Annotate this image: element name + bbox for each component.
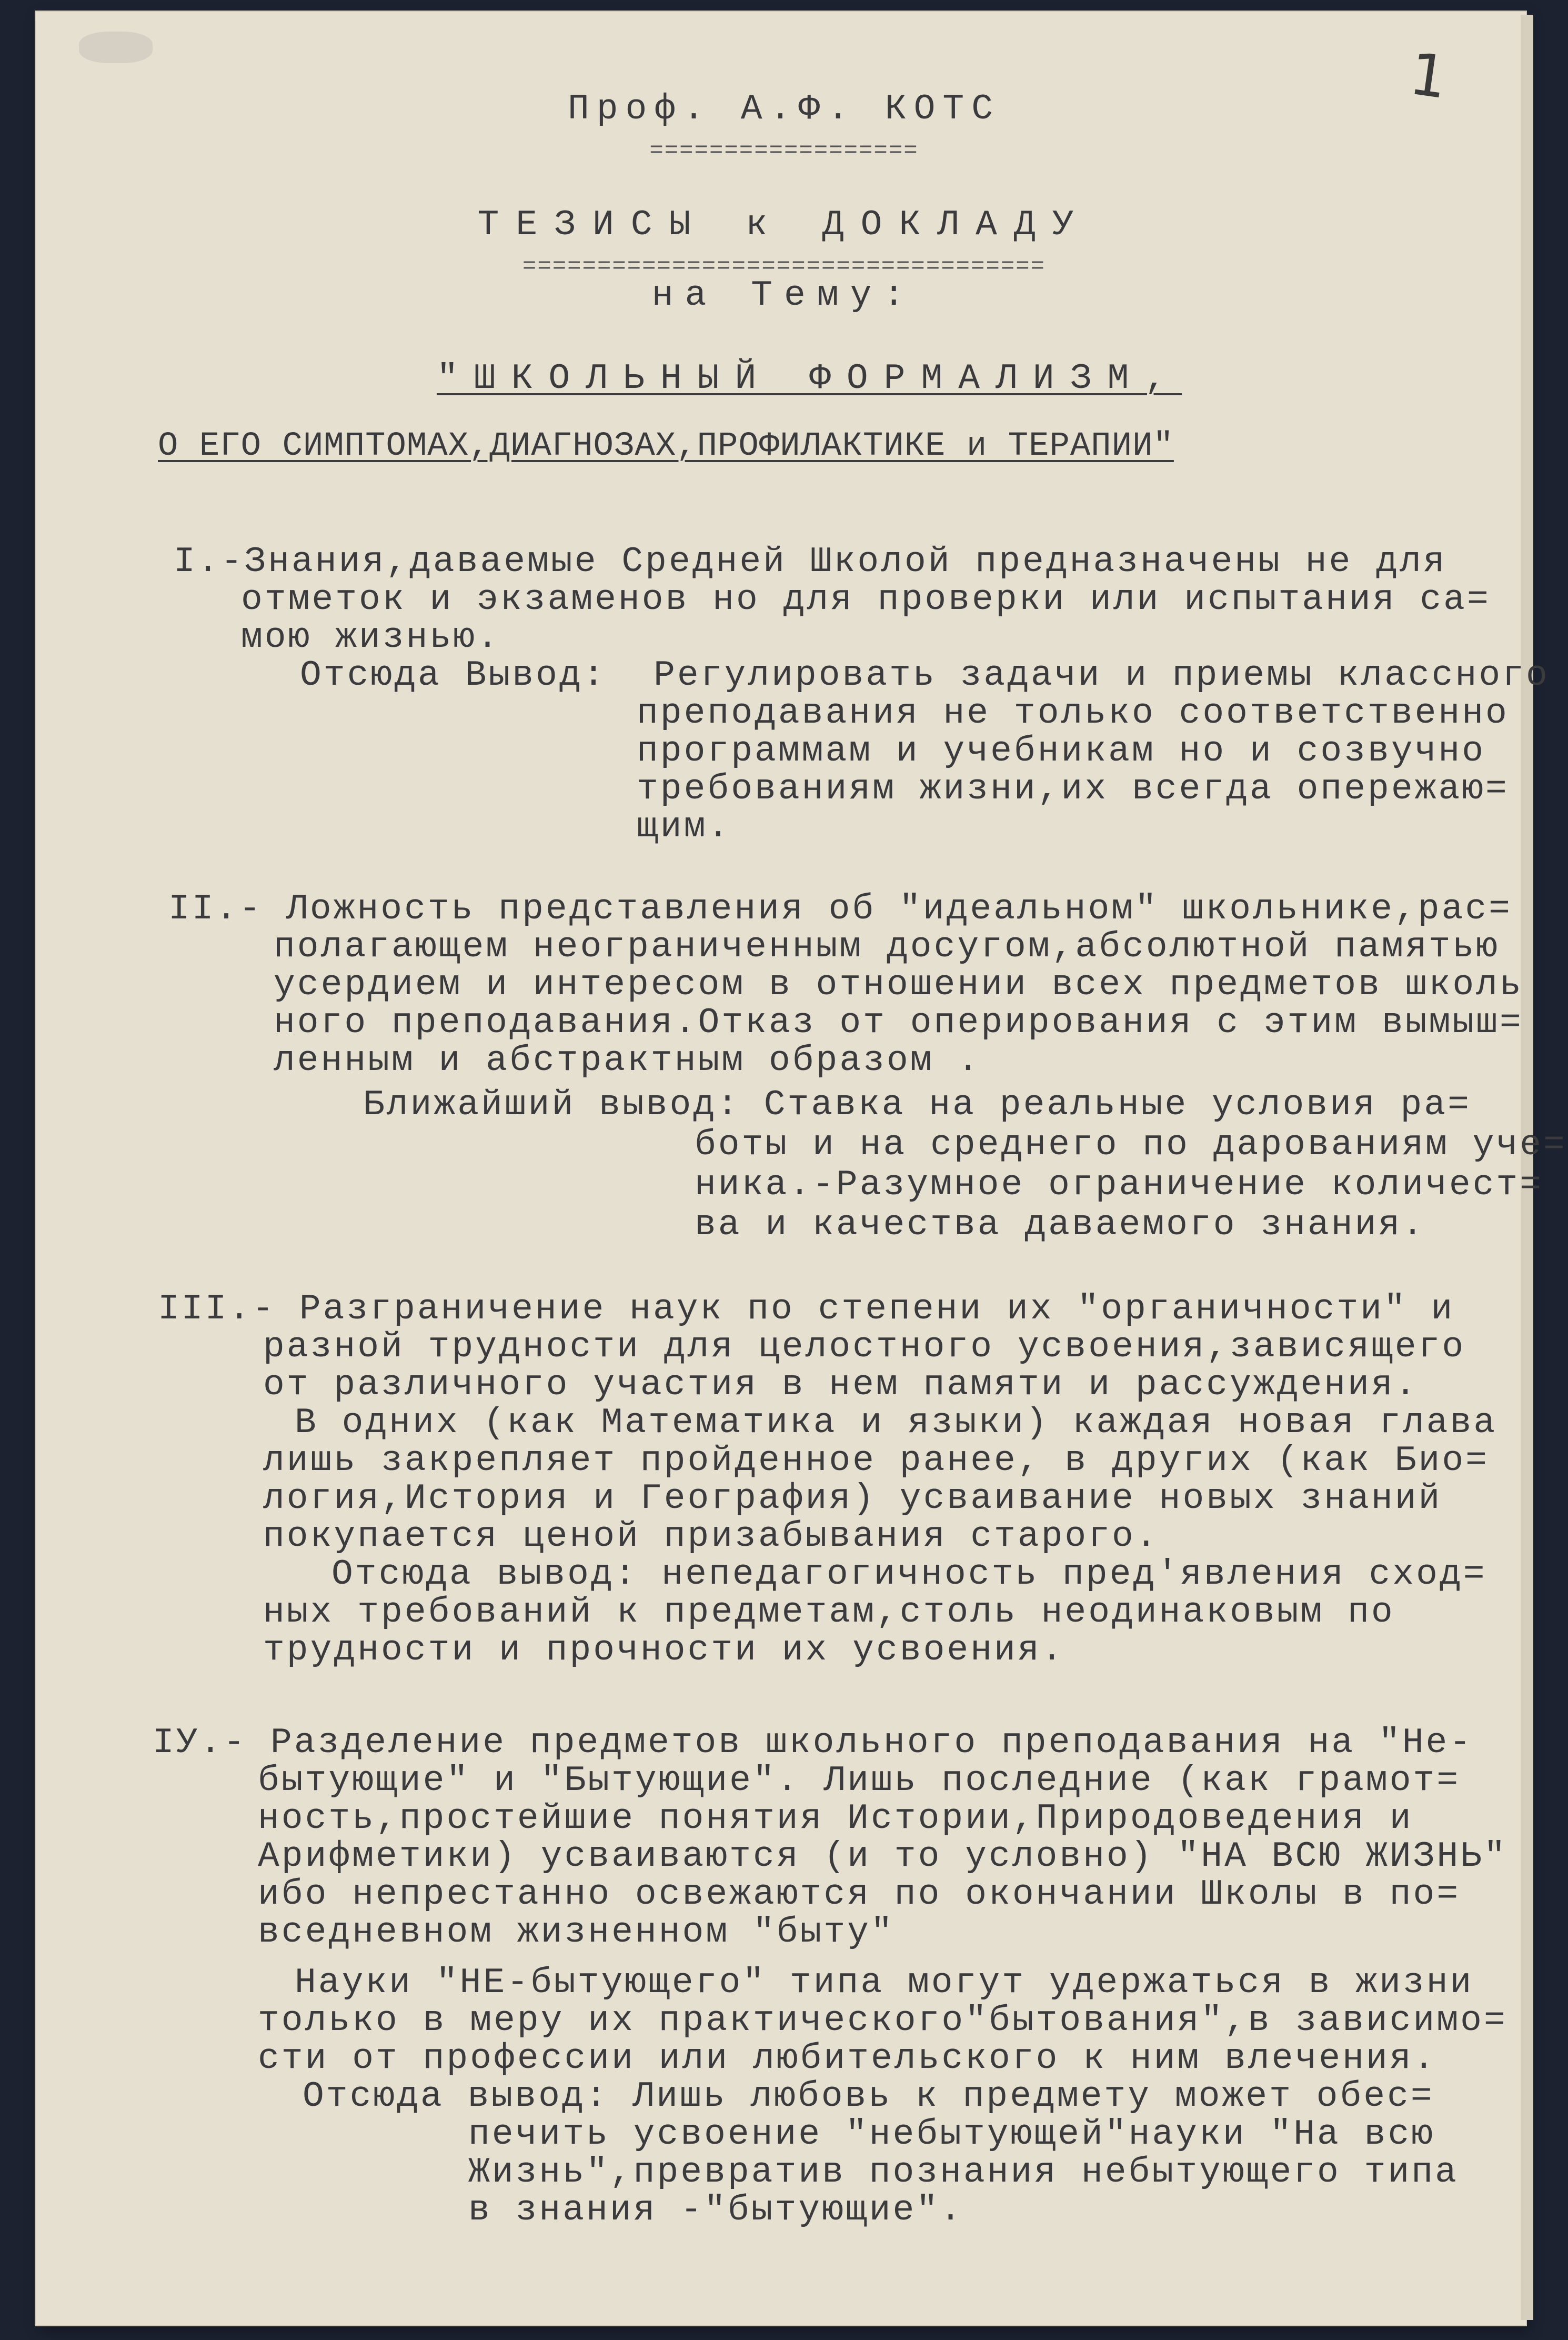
section-3-line: трудности и прочности их усвоения. xyxy=(263,1630,1065,1671)
section-4-conclusion: Отсюда вывод: Лишь любовь к предмету может обес= xyxy=(303,2076,1434,2117)
section-3-line: III.- Разграничение наук по степени их "органичности" и xyxy=(158,1289,1455,1329)
title-rule: =================================== xyxy=(522,254,1046,280)
topic-line-2: О ЕГО СИМПТОМАХ,ДИАГНОЗАХ,ПРОФИЛАКТИКЕ и ТЕРАПИИ" xyxy=(158,427,1174,465)
author-name: Проф. А.Ф. КОТС xyxy=(567,89,1001,129)
page-number: 1 xyxy=(1405,39,1452,112)
section-1-line: программам и учебникам но и созвучно xyxy=(637,731,1486,772)
section-3-line: логия,История и География) усваивание новых знаний xyxy=(263,1478,1442,1519)
section-2-line: ника.-Разумное ограничение количест= xyxy=(695,1165,1544,1205)
section-4-line: в знания -"бытующие". xyxy=(468,2190,963,2231)
section-1-line: преподавания не только соответственно xyxy=(637,693,1509,734)
on-topic: на Тему: xyxy=(651,275,917,316)
section-3-line: ных требований к предметам,столь неодинаковым по xyxy=(263,1592,1395,1633)
section-2-line: усердием и интересом в отношении всех предметов школь xyxy=(274,965,1523,1005)
section-2-line: II.- Ложность представления об "идеальном" школьнике,рас= xyxy=(168,889,1512,929)
section-3-line: покупается ценой призабывания старого. xyxy=(263,1516,1159,1557)
section-1-line: I.-Знания,даваемые Средней Школой предназначены не для xyxy=(174,542,1447,582)
topic-line-1: "ШКОЛЬНЫЙ ФОРМАЛИЗМ, xyxy=(437,358,1182,399)
author-rule: ================== xyxy=(649,138,919,164)
section-4-line: Науки "НЕ-бытующего" типа могут удержаться в жизни xyxy=(295,1963,1474,2003)
section-2-line: ва и качества даваемого знания. xyxy=(695,1205,1426,1245)
section-4-line: ибо непрестанно освежаются по окончании Школы в по= xyxy=(258,1874,1461,1915)
section-4-line: печить усвоение "небытующей"науки "На всю xyxy=(468,2114,1435,2155)
section-3-line: разной трудности для целостного усвоения,зависящего xyxy=(263,1327,1466,1367)
section-1-line: требованиям жизни,их всегда опережаю= xyxy=(637,769,1509,809)
section-3-line: лишь закрепляет пройденное ранее, в других (как Био= xyxy=(263,1441,1489,1481)
section-4-line: бытующие" и "Бытующие". Лишь последние (как грамот= xyxy=(258,1761,1461,1801)
section-4-line: Арифметики) усваиваются (и то условно) "НА ВСЮ ЖИЗНЬ" xyxy=(258,1836,1507,1877)
section-4-line: сти от профессии или любительского к ним влечения. xyxy=(258,2038,1437,2079)
section-2-line: полагающем неограниченным досугом,абсолютной памятью xyxy=(274,927,1500,967)
section-4-line: Жизнь",превратив познания небытующего типа xyxy=(468,2152,1459,2193)
section-3-conclusion: Отсюда вывод: непедагогичность пред'явления сход= xyxy=(331,1554,1487,1595)
section-4-line: IУ.- Разделение предметов школьного преподавания на "Не- xyxy=(153,1723,1473,1763)
section-2-conclusion: Ближайший вывод: Ставка на реальные условия ра= xyxy=(363,1085,1471,1125)
section-1-conclusion: Отсюда Вывод: Регулировать задачи и приемы классного xyxy=(300,655,1550,696)
section-4-line: только в меру их практического"бытования",в зависимо= xyxy=(258,2001,1507,2041)
section-4-line: вседневном жизненном "быту" xyxy=(258,1912,894,1953)
section-2-line: боты и на среднего по дарованиям уче= xyxy=(695,1125,1567,1165)
section-2-line: ного преподавания.Отказ от оперирования с этим вымыш= xyxy=(274,1003,1523,1043)
section-1-line: щим. xyxy=(637,807,731,847)
section-4-line: ность,простейшие понятия Истории,Природоведения и xyxy=(258,1798,1413,1839)
section-2-line: ленным и абстрактным образом . xyxy=(274,1041,981,1081)
document-title: ТЕЗИСЫ к ДОКЛАДУ xyxy=(477,205,1091,245)
section-3-line: В одних (как Математика и языки) каждая новая глава xyxy=(295,1403,1497,1443)
stain xyxy=(79,32,153,63)
section-1-line: мою жизнью. xyxy=(241,617,500,658)
section-1-line: отметок и экзаменов но для проверки или испытания са= xyxy=(241,579,1491,620)
section-3-line: от различного участия в нем памяти и рассуждения. xyxy=(263,1365,1419,1405)
